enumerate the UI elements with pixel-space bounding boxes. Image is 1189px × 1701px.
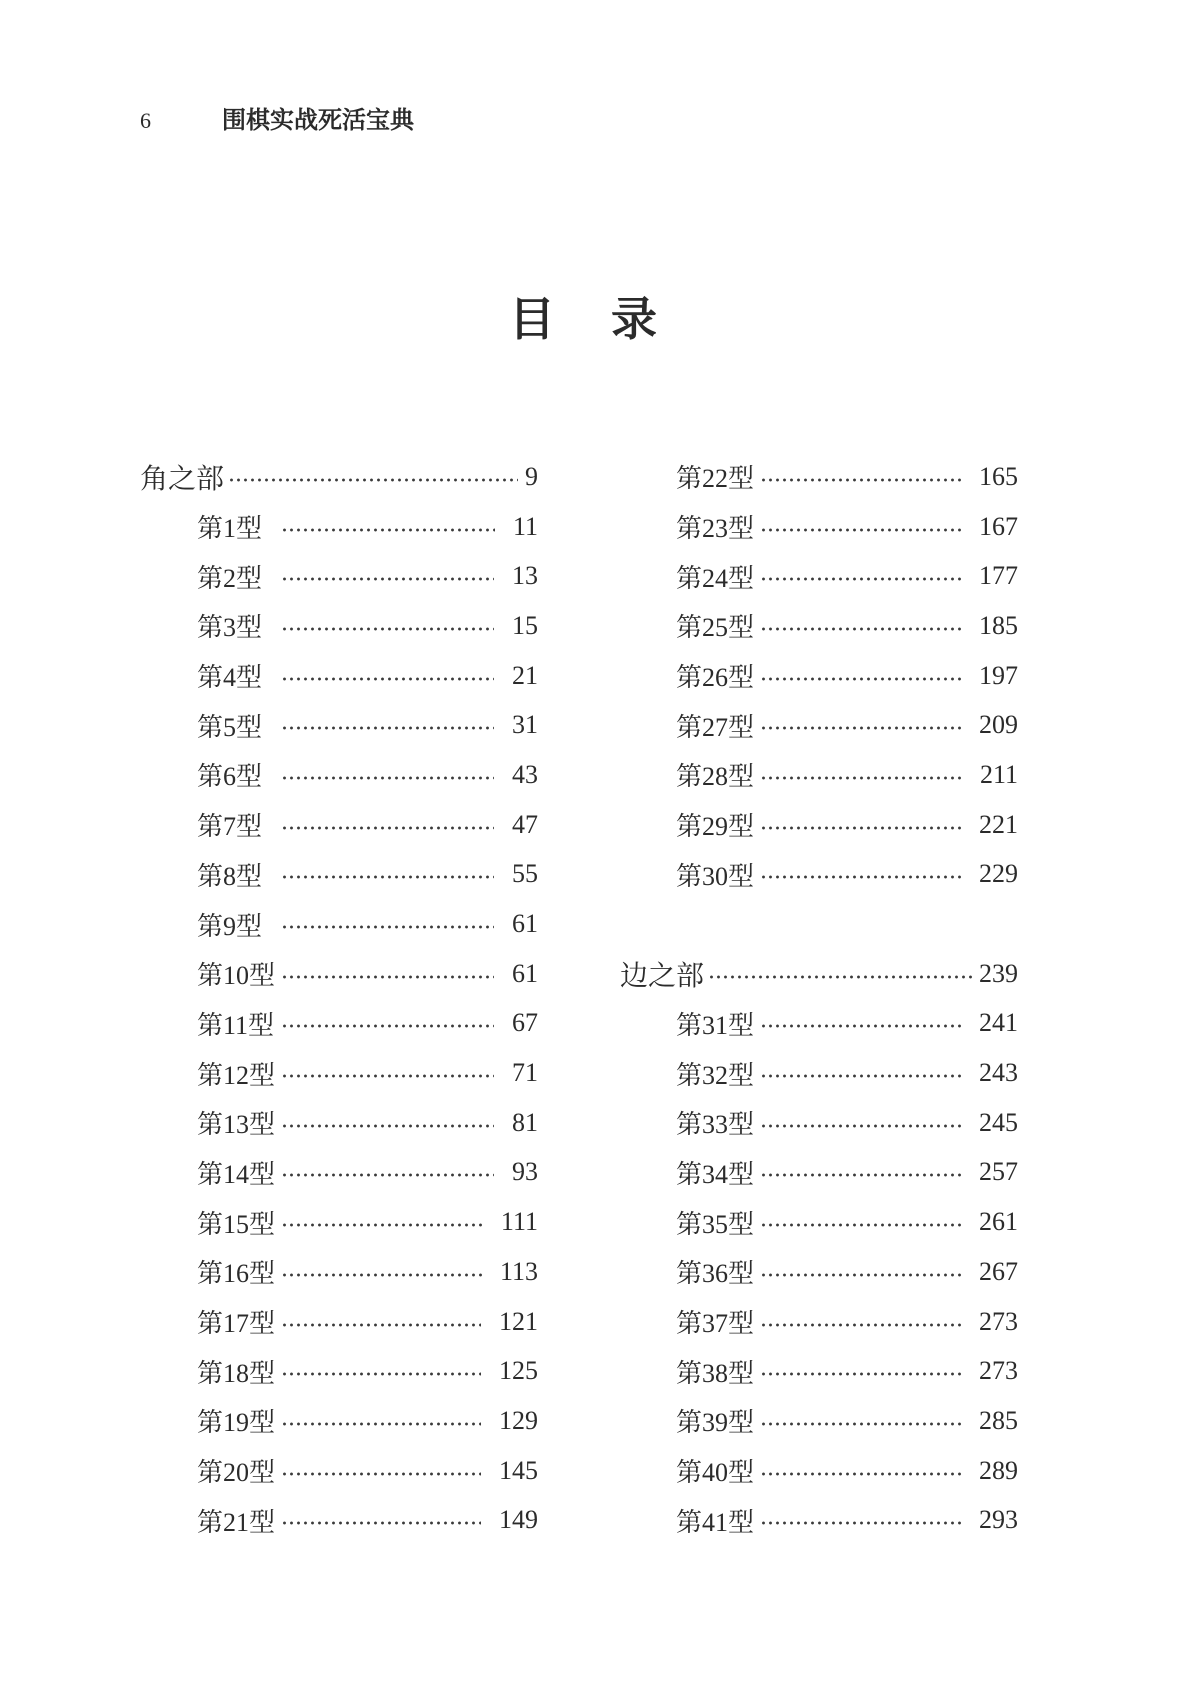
entry-label: 第10型 (197, 961, 276, 991)
entry-label: 第29型 (676, 812, 755, 842)
toc-entry (140, 949, 538, 999)
entry-label: 第30型 (676, 861, 755, 891)
dot-leader (760, 724, 961, 732)
page-number: 6 (140, 108, 151, 133)
dot-leader (760, 1122, 961, 1130)
dot-leader (708, 973, 972, 981)
entry-page-number: 21 (512, 660, 538, 690)
entry-page-number: 229 (979, 859, 1018, 889)
dot-leader (760, 1271, 961, 1279)
entry-page-number: 121 (499, 1306, 538, 1336)
entry-label: 第18型 (197, 1358, 276, 1388)
entry-page-number: 67 (512, 1008, 538, 1038)
entry-label: 第4型 (197, 663, 263, 693)
entry-page-number: 273 (979, 1356, 1018, 1386)
toc-entry (140, 1495, 538, 1545)
entry-page-number: 43 (512, 759, 538, 789)
entry-page-number: 241 (979, 1008, 1018, 1038)
dot-leader (281, 575, 494, 583)
toc-entry (140, 1446, 538, 1496)
dot-leader (281, 1072, 494, 1080)
entry-page-number: 61 (512, 958, 538, 988)
entry-page-number: 267 (979, 1256, 1018, 1286)
entry-label: 第36型 (676, 1259, 755, 1289)
toc-entry (140, 800, 538, 850)
entry-label: 第28型 (676, 762, 755, 792)
toc-entry (620, 750, 1018, 800)
toc-entry (620, 1495, 1018, 1545)
entry-page-number: 15 (512, 610, 538, 640)
entry-page-number: 47 (512, 809, 538, 839)
dot-leader (760, 1519, 961, 1527)
dot-leader (760, 1171, 961, 1179)
dot-leader (760, 1420, 961, 1428)
entry-page-number: 257 (979, 1157, 1018, 1187)
toc-entry (620, 800, 1018, 850)
toc-entry (620, 1446, 1018, 1496)
running-head (0, 0, 1189, 150)
entry-label: 第26型 (676, 663, 755, 693)
dot-leader (760, 1221, 961, 1229)
entry-page-number: 11 (512, 511, 538, 541)
section-heading-corner (140, 452, 538, 502)
toc-entry (140, 601, 538, 651)
dot-leader (281, 1271, 482, 1279)
entry-label: 第32型 (676, 1060, 755, 1090)
toc-entry (140, 1098, 538, 1148)
dot-leader (281, 1122, 494, 1130)
entry-page-number: 289 (979, 1455, 1018, 1485)
entry-page-number: 71 (512, 1058, 538, 1088)
section-heading-edge (620, 949, 1018, 999)
entry-label: 第38型 (676, 1358, 755, 1388)
toc-entry (620, 452, 1018, 502)
dot-leader (760, 873, 961, 881)
entry-label: 第39型 (676, 1408, 755, 1438)
entry-page-number: 111 (500, 1207, 538, 1237)
entry-page-number: 61 (512, 909, 538, 939)
dot-leader (281, 625, 494, 633)
toc-entry (620, 999, 1018, 1049)
toc-entry (140, 1297, 538, 1347)
dot-leader (281, 724, 494, 732)
entry-page-number: 177 (979, 561, 1018, 591)
entry-page-number: 273 (979, 1306, 1018, 1336)
toc-right-column (620, 452, 1018, 1545)
dot-leader (760, 1022, 961, 1030)
entry-page-number: 81 (512, 1107, 538, 1137)
toc-entry (620, 700, 1018, 750)
entry-page-number: 243 (979, 1058, 1018, 1088)
entry-label: 第33型 (676, 1110, 755, 1140)
dot-leader (281, 1171, 494, 1179)
entry-label: 第8型 (197, 861, 263, 891)
section-label: 边之部 (620, 959, 705, 991)
entry-page-number: 13 (512, 561, 538, 591)
entry-label: 第20型 (197, 1458, 276, 1488)
toc-spacer (620, 899, 1018, 949)
dot-leader (281, 1470, 481, 1478)
dot-leader (281, 675, 494, 683)
dot-leader (760, 476, 961, 484)
dot-leader (281, 1321, 481, 1329)
entry-page-number: 125 (499, 1356, 538, 1386)
dot-leader (760, 1370, 961, 1378)
dot-leader (760, 824, 961, 832)
entry-label: 第12型 (197, 1060, 276, 1090)
entry-page-number: 211 (979, 759, 1018, 789)
toc-entry (140, 1396, 538, 1446)
entry-label: 第25型 (676, 613, 755, 643)
toc-entry (620, 502, 1018, 552)
entry-label: 第27型 (676, 712, 755, 742)
toc-entry (620, 1396, 1018, 1446)
entry-page-number: 55 (512, 859, 538, 889)
dot-leader (281, 1370, 481, 1378)
entry-page-number: 197 (979, 660, 1018, 690)
entry-page-number: 149 (499, 1505, 538, 1535)
dot-leader (760, 1470, 961, 1478)
toc-entry (620, 1247, 1018, 1297)
entry-page-number: 165 (979, 461, 1018, 491)
entry-label: 第22型 (676, 464, 755, 494)
entry-label: 第7型 (197, 812, 263, 842)
dot-leader (281, 973, 494, 981)
entry-page-number: 113 (499, 1256, 538, 1286)
entry-label: 第23型 (676, 514, 755, 544)
toc-entry (140, 700, 538, 750)
entry-label: 第37型 (676, 1309, 755, 1339)
entry-label: 第9型 (197, 911, 263, 941)
dot-leader (281, 873, 494, 881)
toc-entry (140, 1197, 538, 1247)
entry-label: 第11型 (197, 1010, 275, 1040)
entry-label: 第13型 (197, 1110, 276, 1140)
dot-leader (228, 476, 518, 484)
toc-entry (140, 651, 538, 701)
dot-leader (281, 774, 494, 782)
toc-entry (620, 1148, 1018, 1198)
entry-label: 第17型 (197, 1309, 276, 1339)
entry-page-number: 129 (499, 1405, 538, 1435)
dot-leader (281, 526, 495, 534)
toc-entry (620, 601, 1018, 651)
dot-leader (281, 1420, 481, 1428)
entry-page-number: 285 (979, 1405, 1018, 1435)
toc-entry (620, 1197, 1018, 1247)
toc-title: 目 录 (508, 292, 657, 346)
toc-entry (140, 750, 538, 800)
entry-label: 第14型 (197, 1159, 276, 1189)
entry-label: 第16型 (197, 1259, 276, 1289)
entry-label: 第19型 (197, 1408, 276, 1438)
toc-entry (140, 899, 538, 949)
dot-leader (760, 774, 962, 782)
dot-leader (281, 1519, 481, 1527)
dot-leader (281, 1221, 483, 1229)
entry-label: 第15型 (197, 1209, 276, 1239)
entry-label: 第6型 (197, 762, 263, 792)
section-label: 角之部 (140, 462, 225, 494)
entry-page-number: 167 (979, 511, 1018, 541)
entry-page-number: 293 (979, 1505, 1018, 1535)
dot-leader (760, 526, 961, 534)
toc-entry (620, 1098, 1018, 1148)
dot-leader (281, 1022, 494, 1030)
dot-leader (760, 675, 961, 683)
dot-leader (281, 824, 494, 832)
entry-label: 第35型 (676, 1209, 755, 1239)
entry-page-number: 261 (979, 1207, 1018, 1237)
dot-leader (760, 1072, 961, 1080)
toc-entry (620, 651, 1018, 701)
toc-entry (620, 1346, 1018, 1396)
dot-leader (760, 575, 961, 583)
entry-page-number: 245 (979, 1107, 1018, 1137)
toc-left-column (140, 452, 538, 1545)
dot-leader (281, 923, 494, 931)
toc-entry (620, 850, 1018, 900)
entry-label: 第2型 (197, 563, 263, 593)
entry-label: 第24型 (676, 563, 755, 593)
entry-page-number: 93 (512, 1157, 538, 1187)
entry-label: 第1型 (197, 514, 263, 544)
toc-entry (620, 551, 1018, 601)
toc-entry (140, 551, 538, 601)
entry-label: 第31型 (676, 1010, 755, 1040)
entry-page-number: 31 (512, 710, 538, 740)
entry-page-number: 145 (499, 1455, 538, 1485)
toc-entry (140, 1247, 538, 1297)
book-title: 围棋实战死活宝典 (222, 108, 414, 134)
dot-leader (760, 1321, 961, 1329)
entry-page-number: 185 (979, 610, 1018, 640)
entry-label: 第5型 (197, 712, 263, 742)
toc-entry (620, 1297, 1018, 1347)
entry-label: 第3型 (197, 613, 263, 643)
toc-entry (140, 1346, 538, 1396)
toc-entry (140, 999, 538, 1049)
entry-label: 第40型 (676, 1458, 755, 1488)
toc-entry (620, 1048, 1018, 1098)
entry-label: 第34型 (676, 1159, 755, 1189)
toc-entry (140, 850, 538, 900)
toc-entry (140, 1048, 538, 1098)
entry-page-number: 209 (979, 710, 1018, 740)
dot-leader (760, 625, 961, 633)
toc-entry (140, 1148, 538, 1198)
entry-label: 第21型 (197, 1507, 276, 1537)
section-page-number: 9 (525, 461, 538, 491)
toc-entry (140, 502, 538, 552)
section-page-number: 239 (979, 958, 1018, 988)
entry-page-number: 221 (979, 809, 1018, 839)
entry-label: 第41型 (676, 1507, 755, 1537)
